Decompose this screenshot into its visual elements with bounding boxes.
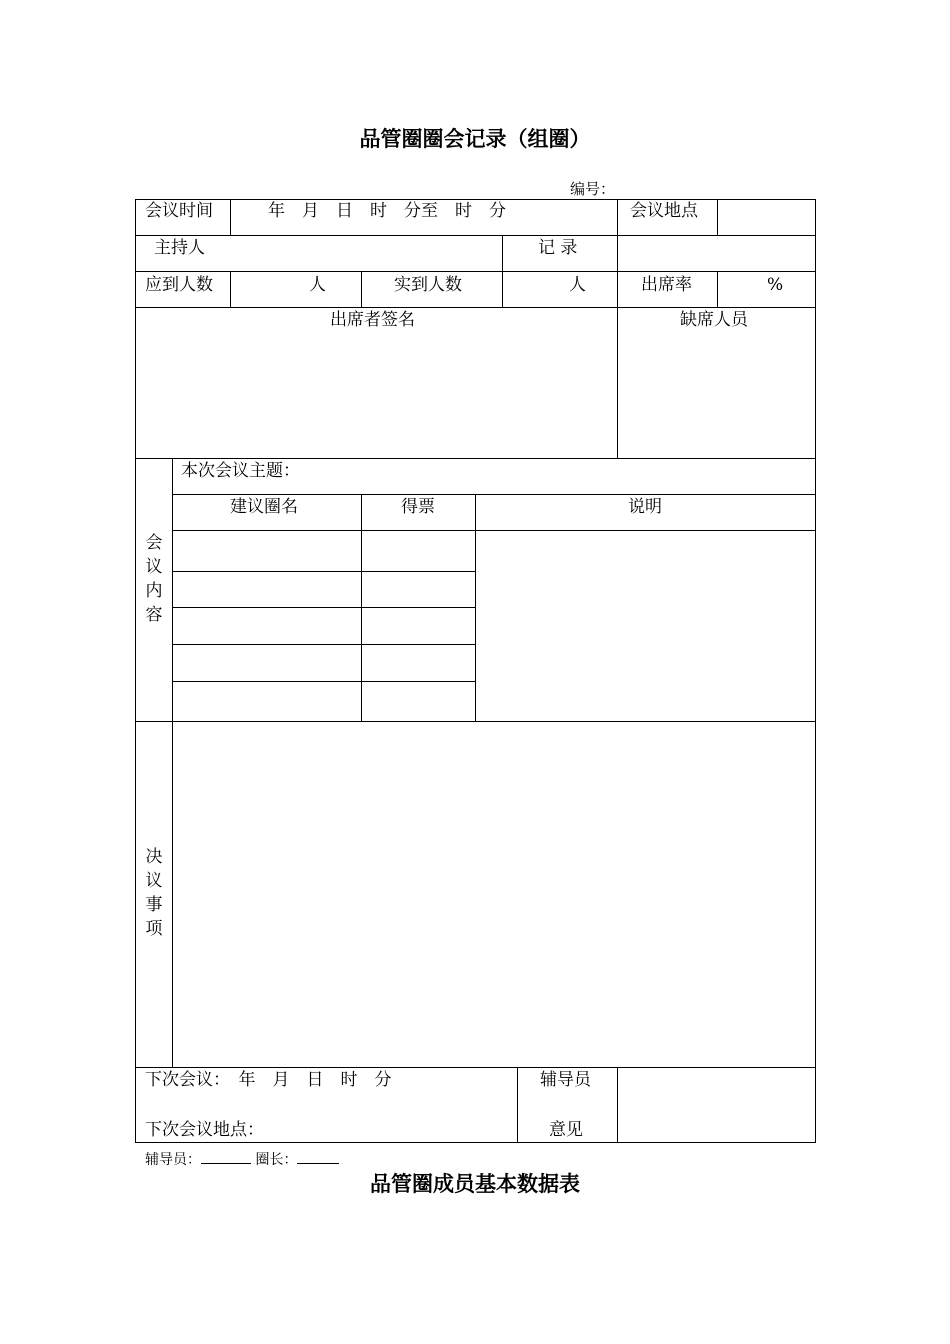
signature-label: 出席者签名	[330, 310, 415, 330]
absent-label: 缺席人员	[680, 310, 748, 330]
actual-count-label: 实到人数	[394, 275, 462, 295]
advisor-sign-label: 辅导员：	[145, 1152, 201, 1168]
advisor-opinion-field[interactable]	[618, 1068, 814, 1141]
meeting-place-label: 会议地点	[630, 201, 698, 221]
meeting-content-side-label	[143, 531, 165, 627]
leader-sign-label: 圈长：	[255, 1152, 298, 1168]
column-description: 说明	[628, 497, 662, 517]
signature-area[interactable]	[136, 330, 616, 457]
meeting-time-value: 年 月 日 时 分至 时 分	[268, 201, 506, 221]
meeting-time-label: 会议时间	[145, 201, 213, 221]
expected-count-label: 应到人数	[145, 275, 213, 295]
resolution-area[interactable]	[173, 722, 814, 1066]
next-meeting-place-label: 下次会议地点：	[145, 1120, 264, 1140]
actual-count-unit: 人	[569, 275, 586, 295]
leader-sign-blank[interactable]	[297, 1149, 339, 1164]
next-meeting-label: 下次会议： 年 月 日 时 分	[145, 1070, 392, 1090]
column-proposed-name: 建议圈名	[230, 497, 298, 517]
advisor-sign-blank[interactable]	[201, 1149, 251, 1164]
expected-count-unit: 人	[309, 275, 326, 295]
page-title: 品管圈圈会记录（组圈）	[359, 126, 591, 151]
number-label: 编号：	[570, 180, 616, 198]
advisor-opinion-label-1: 辅导员	[540, 1070, 591, 1090]
recorder-field[interactable]	[618, 236, 814, 270]
recorder-label: 记 录	[538, 238, 578, 258]
meeting-place-field[interactable]	[718, 200, 814, 234]
advisor-opinion-label-2: 意见	[549, 1120, 583, 1140]
next-section-title: 品管圈成员基本数据表	[370, 1171, 580, 1196]
signature-line	[145, 1149, 339, 1169]
resolution-side-label	[143, 845, 165, 941]
topic-label: 本次会议主题：	[181, 461, 300, 481]
attendance-rate-label: 出席率	[641, 275, 692, 295]
host-field[interactable]	[231, 236, 501, 270]
host-label: 主持人	[154, 238, 205, 258]
meeting-content-side-text: 会 议 内 容	[145, 533, 163, 625]
resolution-side-text: 决 议 事 项	[145, 847, 163, 939]
attendance-rate-unit: %	[767, 275, 784, 295]
absent-area[interactable]	[618, 330, 814, 457]
column-votes: 得票	[401, 497, 435, 517]
